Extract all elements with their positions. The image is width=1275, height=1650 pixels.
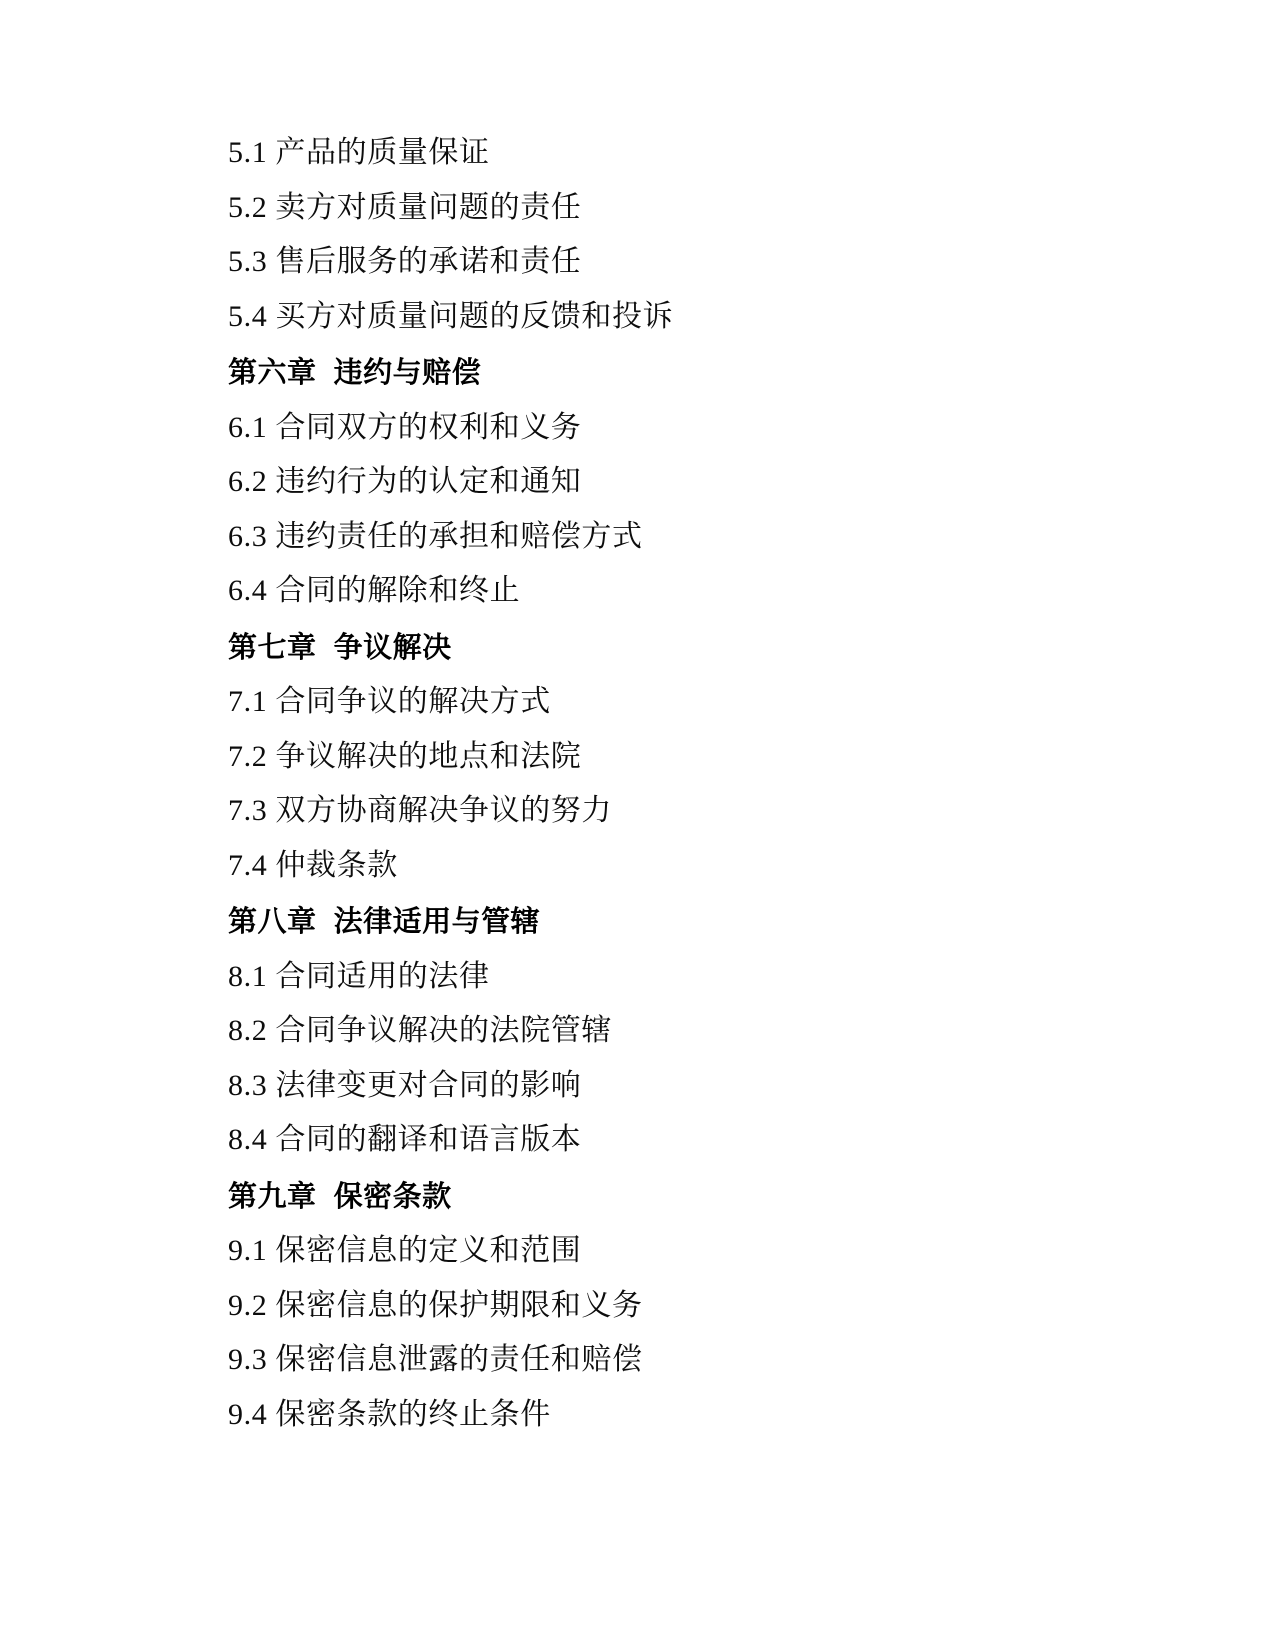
toc-entry: 8.4 合同的翻译和语言版本 [228,1123,582,1156]
toc-entry: 7.3 双方协商解决争议的努力 [228,794,612,827]
toc-entry: 9.1 保密信息的定义和范围 [228,1234,582,1267]
toc-entry: 7.4 仲裁条款 [228,848,398,882]
chapter-heading: 第六章 违约与赔偿 [228,357,482,389]
toc-entry: 6.3 违约责任的承担和赔偿方式 [228,519,643,553]
toc-entry: 7.2 争议解决的地点和法院 [228,739,582,773]
toc-entry: 9.4 保密条款的终止条件 [228,1397,551,1431]
toc-entry: 5.3 售后服务的承诺和责任 [228,245,582,278]
toc-entry: 9.2 保密信息的保护期限和义务 [228,1288,643,1322]
table-of-contents [228,126,1095,1442]
toc-entry: 5.2 卖方对质量问题的责任 [228,190,582,224]
toc-entry: 8.2 合同争议解决的法院管辖 [228,1014,612,1047]
toc-entry: 5.4 买方对质量问题的反馈和投诉 [228,299,674,333]
toc-entry: 7.1 合同争议的解决方式 [228,685,551,718]
toc-entry: 9.3 保密信息泄露的责任和赔偿 [228,1343,643,1376]
toc-entry: 8.3 法律变更对合同的影响 [228,1068,582,1102]
toc-entry: 6.4 合同的解除和终止 [228,574,521,607]
toc-entry: 8.1 合同适用的法律 [228,959,490,993]
toc-entry: 5.1 产品的质量保证 [228,136,490,169]
chapter-heading: 第九章 保密条款 [228,1180,452,1213]
toc-entry: 6.1 合同双方的权利和义务 [228,410,582,444]
chapter-heading: 第七章 争议解决 [228,631,452,664]
chapter-heading: 第八章 法律适用与管辖 [228,906,541,938]
toc-entry: 6.2 违约行为的认定和通知 [228,465,582,498]
